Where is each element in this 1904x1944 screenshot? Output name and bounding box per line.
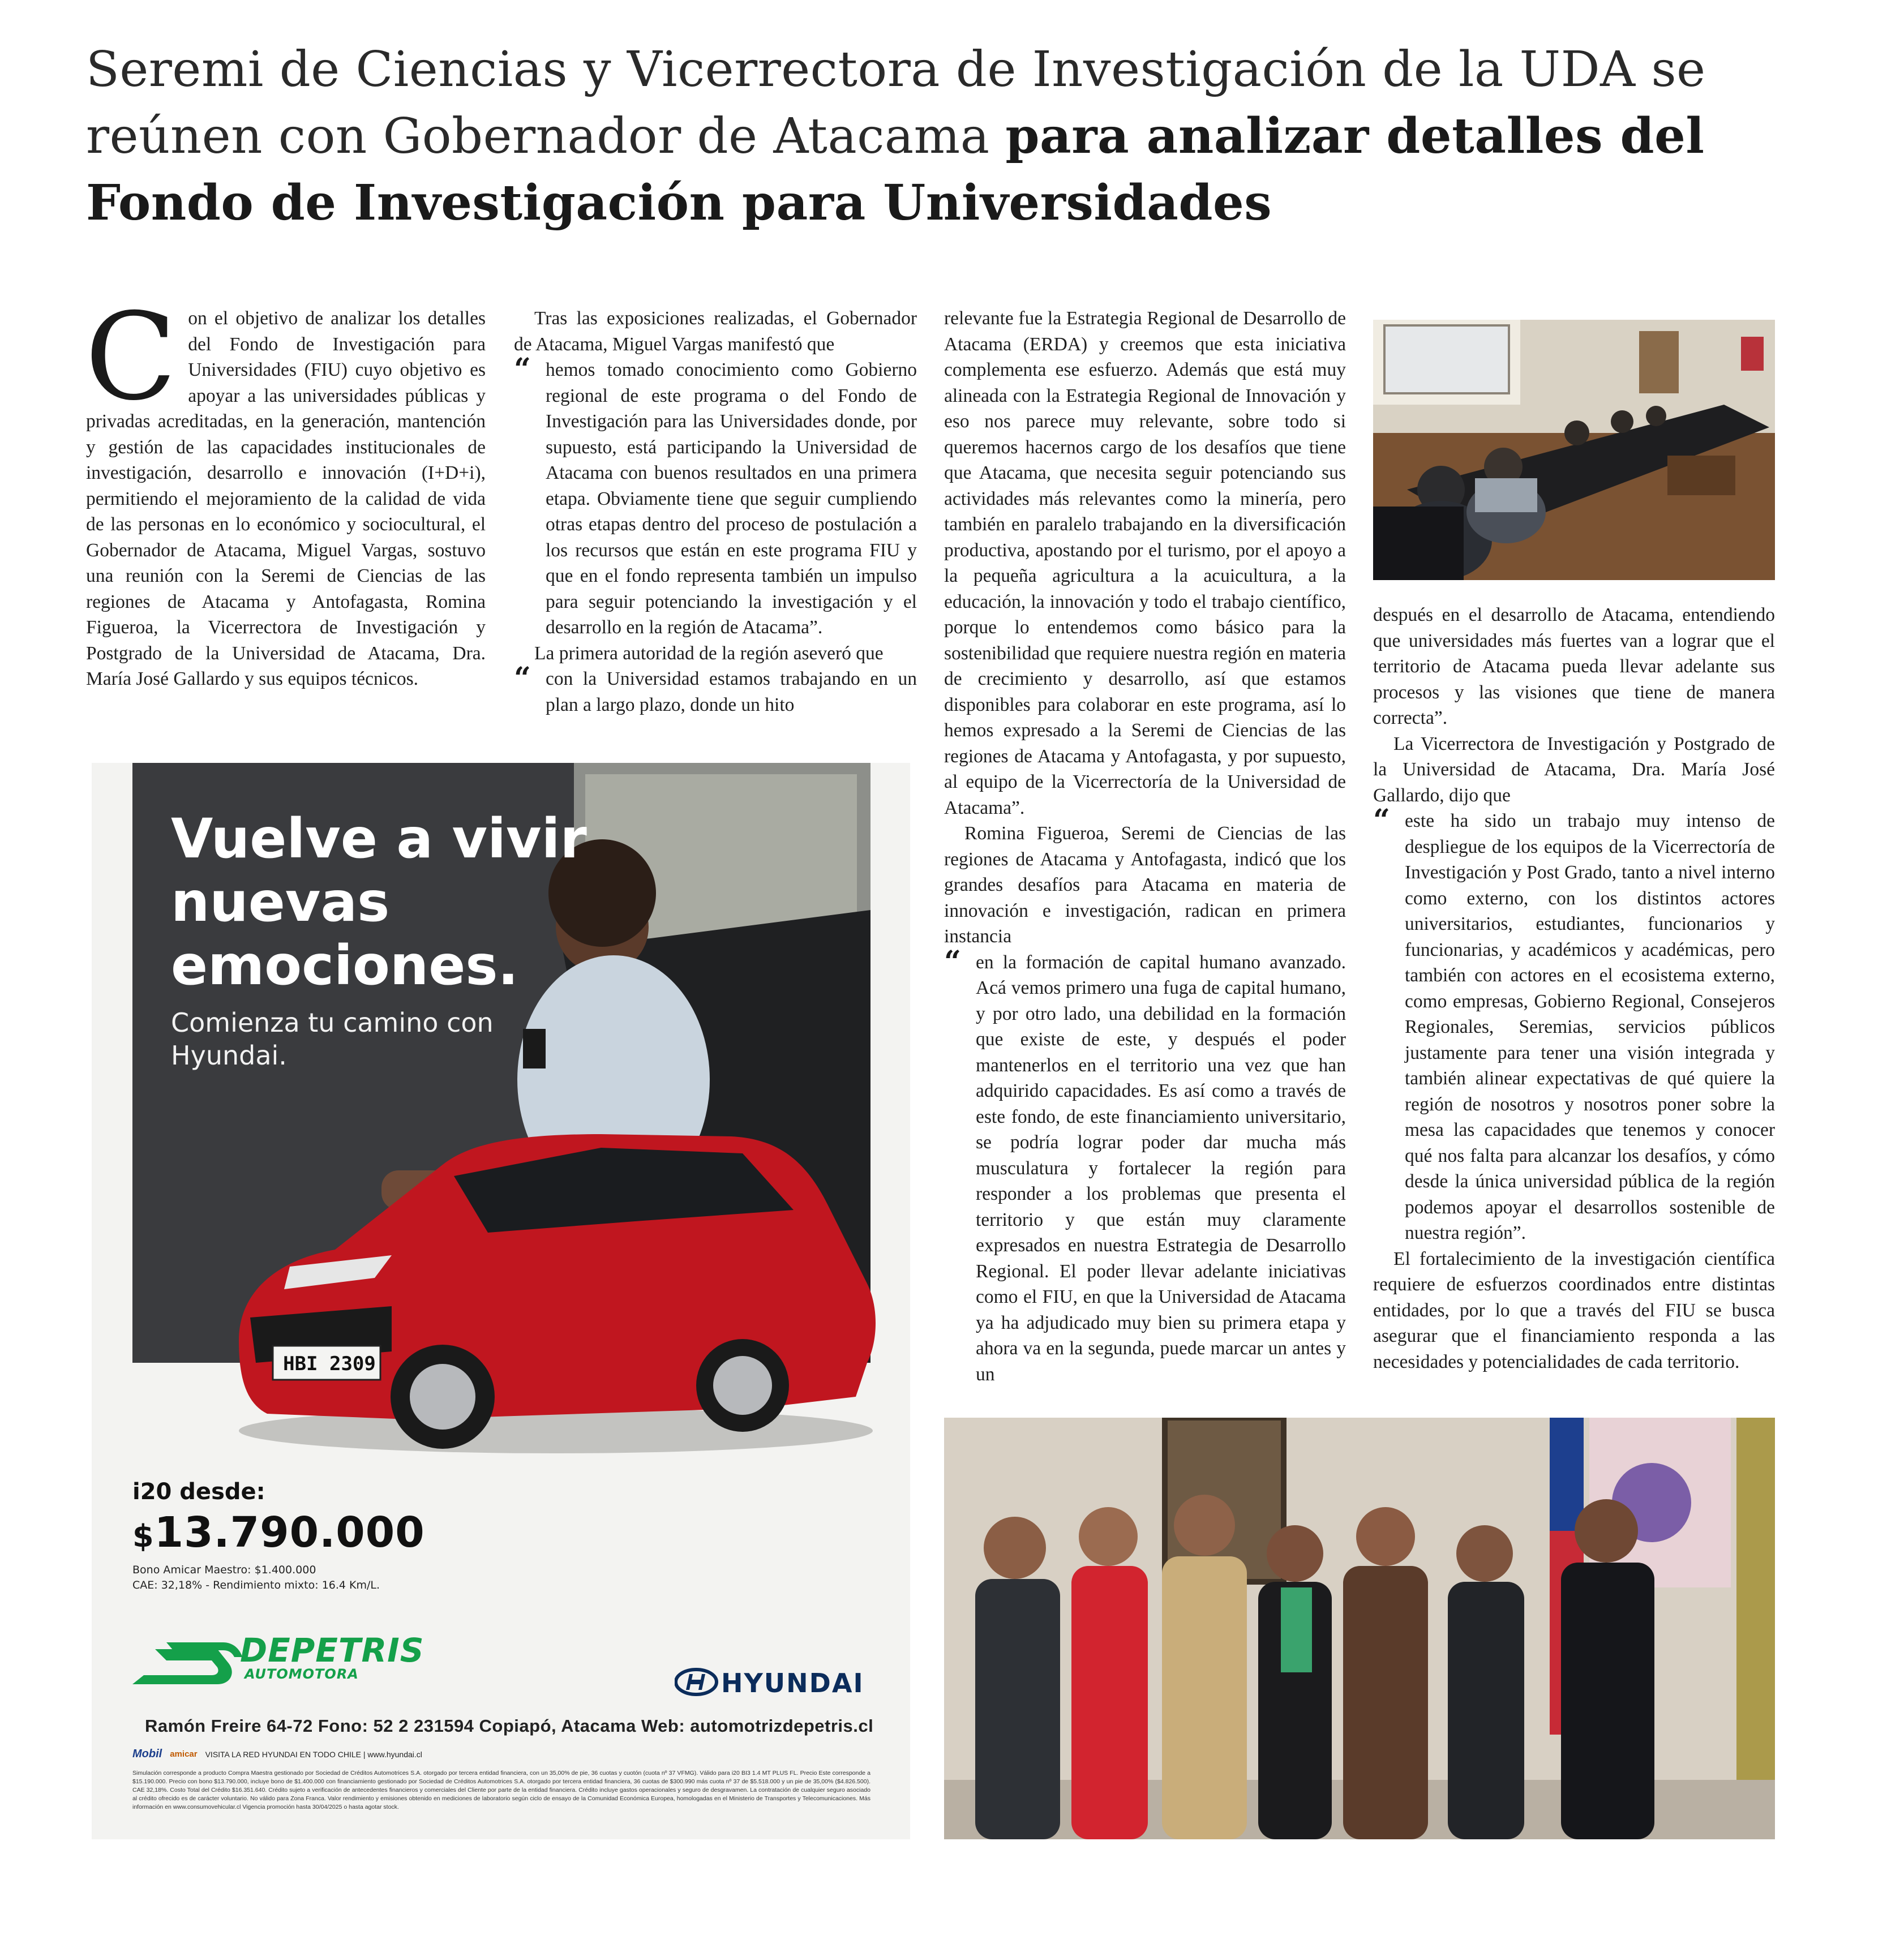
price-value: 13.790.000 [154,1508,425,1557]
headline-bold: para analizar detalles del Fondo de Investigación para Universidades [86,108,1705,231]
article-quote [1373,803,1775,1246]
quote-mark-icon: “ [514,352,531,387]
article-paragraph: Romina Figueroa, Seremi de Ciencias de las regiones de Atacama y Antofagasta, indicó que los grandes desafíos para Atacama en materia de innovación e investigación, radican en primera instancia [944,823,1346,947]
sponsor-text[interactable]: VISITA LA RED HYUNDAI EN TODO CHILE | www.hyundai.cl [205,1749,422,1759]
article-paragraph: El fortalecimiento de la investigación científica requiere de esfuerzos coordinados entre distintas entidades, por lo que a través del FIU se busca asegurar que el financiamiento responda a las necesidades y potencialidades de cada territorio. [1373,1248,1775,1372]
quote-mark-icon: “ [944,944,961,979]
article-paragraph: relevante fue la Estrategia Regional de Desarrollo de Atacama (ERDA) y creemos que esta iniciativa complementa ese esfuerzo. Además que está muy alineada con la Estrategia Regional de Innovación y eso nos parece muy relevante, sobre todo si queremos hacernos cargo de los desafíos que tiene que Atacama, que necesita seguir potenciando sus actividades más relevantes como la minería, pero también en paralelo trabajando en la diversificación productiva, apostando por el turismo, por el apoyo a la pequeña agricultura a la acuicultura, a la educación, la innovación y todo el trabajo científico, porque lo entendemos como básico para la sostenibilidad que requiere nuestra región en materia de crecimiento y desarrollo, así que estamos disponibles para colaborar en este programa, así lo hemos expresado a la Seremi de Ciencias de las regiones de Atacama y Antofagasta, y por supuesto, al equipo de la Vicerrectoría de la Universidad de Atacama”. [944,308,1346,818]
car-image [205,1080,890,1465]
model-label: i20 desde: [132,1479,265,1505]
amicar-logo: amicar [170,1749,198,1759]
license-plate: HBI 2309 [283,1353,376,1375]
price [132,1507,642,1563]
mobil-logo: Mobil [132,1748,162,1760]
quote-text: en la formación de capital humano avanzado. Acá vemos primero una fuga de capital humano, y por otro lado, una debilidad en la formación que existe de este, y después el poder mantenerlos en el territorio una vez que han adquirido capacidades. Es así como a través de este fondo, de este financiamiento universitario, se podría lograr poder dar mucha más musculatura y fortalecer la región para responder a los problemas que presenta el territorio y que están muy claramente expresados en nuestra Estrategia de Desarrollo Regional. El poder llevar adelante iniciativas como el FIU, en que la Universidad de Atacama ya ha adjudicado muy bien su primera etapa y ahora va en la segunda, puede marcar un antes y un [976,951,1346,1385]
dealer-name: DEPETRIS [240,1631,424,1670]
article-paragraph: Tras las exposiciones realizadas, el Gobernador de Atacama, Miguel Vargas manifestó que [514,308,917,355]
quote-mark-icon: “ [514,661,531,696]
article-quote [514,352,917,641]
price-block [132,1477,642,1593]
sponsors-row [132,1748,422,1761]
meeting-room-photo [1373,320,1775,580]
ad-subline: Comienza tu camino con Hyundai. [171,1007,494,1071]
paragraph-text: on el objetivo de analizar los detalles del Fondo de Investigación para Universidades (FIU) cuyo objetivo es apoyar a las universidades públicas y privadas acreditadas, en la generación, mantención y gestión de las capacidades institucionales de investigación, desarrollo e innovación (I+D+i), permitiendo el mejoramiento de la calidad de vida de las personas en lo económico y sociocultural, el Gobernador de Atacama, Miguel Vargas, sostuvo una reunión con la Seremi de Ciencias de las regiones de Atacama y Antofagasta, Romina Figueroa, la Vicerrectora de Investigación y Postgrado de la Universidad de Atacama, Dra. María José Gallardo y sus equipos técnicos. [86,308,486,689]
drop-cap: C [85,287,177,427]
article-paragraph: La primera autoridad de la región aseveró que [534,642,884,664]
article-headline [86,36,1818,237]
price-currency: $ [132,1518,155,1554]
group-photo-illustration [944,1418,1775,1839]
bonus-text: Bono Amicar Maestro: $1.400.000 [132,1564,316,1576]
headline-regular: Seremi de Ciencias y Vicerrectora de Investigación de la UDA se reúnen con Gobernador de Atacama [86,41,1706,165]
dealer-contact[interactable]: Ramón Freire 64-72 Fono: 52 2 231594 Copiapó, Atacama Web: automotrizdepetris.cl [145,1716,874,1736]
article-column-2 [514,306,917,718]
quote-text: hemos tomado conocimiento como Gobierno regional de este programa o del Fondo de Investigación para las Universidades donde, por supuesto, está participando la Universidad de Atacama con buenos resultados en una primera etapa. Obviamente tiene que seguir cumpliendo otras etapas dentro del proceso de postulación a los recursos que están en este programa FIU y que en el fondo representa también un impulso para seguir potenciando la investigación y el desarrollo en la región de Atacama”. [546,359,917,638]
article-column-1 [85,287,486,692]
brand-name: HYUNDAI [721,1668,864,1698]
cae-text: CAE: 32,18% - Rendimiento mixto: 16.4 Km/L. [132,1579,380,1591]
quote-text: con la Universidad estamos trabajando en un plan a largo plazo, donde un hito [546,668,917,715]
article-column-3 [944,306,1346,1387]
legal-disclaimer: Simulación corresponde a producto Compra Maestra gestionado por Sociedad de Créditos Automotrices S.A. otorgado por tercera entidad financiera, con un 35,00% de pie, 36 cuotas y cuotón (cuota nº 37 VFMG). Válido para i20 BI3 1.4 MT PLUS FL. Precio Este corresponde a $15.190.000. Precio con bono $13.790.000, incluye bono de $1.400.000 con financiamiento gestionado por Sociedad de Créditos Automotrices S.A. otorgado por tercera entidad financiera, 36 cuotas de $300.990 más cuota nº 37 de $5.518.000 y un pie de 35,00% ($4.826.500). CAE 32,18%. Costo Total del Crédito $16.351.640. Crédito sujeto a verificación de antecedentes financieros y comerciales del Cliente por parte de la entidad financiera. Crédito incluye gastos operacionales y seguro de desgravamen. La contratación de cualquier seguro asociado al crédito ofrecido es de carácter voluntario. No válido para Zona Franca. Valor rendimiento y emisiones obtenido en mediciones de laboratorio según ciclo de ensayo de la Comunidad Económica Europea, homologadas en el Ministerio de Transportes y Telecomunicaciones. Más información en www.consumovehicular.cl Vigencia promoción hasta 30/04/2025 o hasta agotar stock. [132,1770,870,1810]
quote-mark-icon: “ [1373,803,1390,838]
dealer-subtitle: AUTOMOTORA [245,1666,359,1682]
article-paragraph: después en el desarrollo de Atacama, entendiendo que universidades más fuertes van a lograr que el territorio de Atacama pueda llevar adelante sus procesos y las visiones que tiene de manera correcta”. [1373,604,1775,728]
article-paragraph: La Vicerrectora de Investigación y Postgrado de la Universidad de Atacama, Dra. María José Gallardo, dijo que [1373,733,1775,806]
hyundai-advertisement[interactable] [92,763,910,1839]
article-paragraph [85,287,486,692]
article-quote [514,661,917,718]
article-quote [944,944,1346,1388]
meeting-room-illustration [1373,320,1775,580]
quote-text: este ha sido un trabajo muy intenso de despliegue de los equipos de la Vicerrectoría de Investigación y Post Grado, tanto a nivel interno como externo, con los distintos actores universitarios, estudiantes, funcionarios y funcionarias, y académicos y académicas, pero también con actores en el ecosistema externo, como empresas, Gobierno Regional, Consejeros Regionales, Seremias, servicios públicos justamente para tener una visión integrada y también alinear expectativas de qué quiere la región de nosotros y nosotros poner sobre la mesa las capacidades que tenemos y conocer qué nos falta para alcanzar los desafíos, y cómo desde la única universidad pública de la región podemos apoyar el desarrollos sostenible de nuestra región”. [1405,810,1775,1243]
group-photo [944,1418,1775,1839]
ad-headline: Vuelve a vivir nuevas emociones. [171,807,587,997]
article-column-4 [1373,602,1775,1375]
